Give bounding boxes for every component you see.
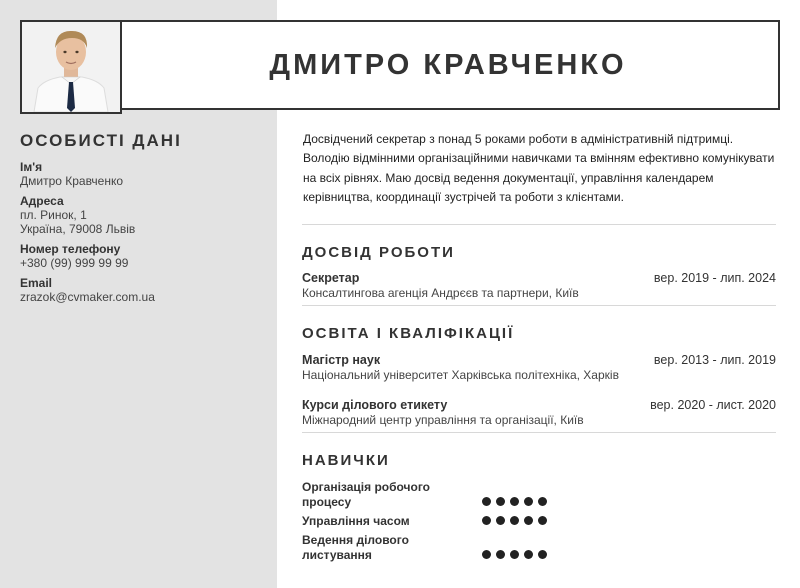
skill-dot [482,550,491,559]
skill-rating [482,550,547,559]
degree-institution: Національний університет Харківська політехніка, Харків [302,368,619,383]
skills-section-title: НАВИЧКИ [302,452,390,470]
profile-summary: Досвідчений секретар з понад 5 роками роботи в адміністративній підтримці. Володію відмінними організаційними навичками та вмінням ефективно комунікувати на всіх рівнях. Маю досвід ведення документації, управління календарем керівництва, координації зустрічей та роботи з клієнтами. [303,132,775,204]
personal-details [20,160,270,304]
skill-row [302,533,776,563]
address-line-2: Україна, 79008 Львів [20,222,136,236]
skill-dot [510,550,519,559]
name-label: Ім'я [20,160,43,174]
divider [302,432,776,433]
skill-rating [482,497,547,506]
skill-row [302,480,776,510]
phone-value: +380 (99) 999 99 99 [20,256,129,270]
skill-row [302,514,776,529]
skill-dot [524,497,533,506]
personal-section-title: ОСОБИСТІ ДАНІ [20,131,182,150]
experience-section-title: ДОСВІД РОБОТИ [302,244,455,262]
course-dates: вер. 2020 - лист. 2020 [650,398,776,413]
skill-dot [496,516,505,525]
course-title: Курси ділового етикету [302,398,448,413]
skill-dot [538,497,547,506]
skill-dot [524,550,533,559]
name-value: Дмитро Кравченко [20,174,124,188]
education-section-title: ОСВІТА І КВАЛІФІКАЦІЇ [302,325,515,343]
skill-dot [482,497,491,506]
skill-dot [510,516,519,525]
email-label: Email [20,276,53,290]
skill-rating [482,516,547,525]
email-value: zrazok@cvmaker.com.ua [20,290,155,304]
job-dates: вер. 2019 - лип. 2024 [653,271,776,286]
skill-dot [538,550,547,559]
skill-name: Організація робочого процесу [302,480,431,510]
degree-title: Магістр наук [302,353,381,368]
address-label: Адреса [20,194,64,208]
skill-dot [496,497,505,506]
experience-entry [302,271,776,300]
address-line-1: пл. Ринок, 1 [20,208,87,222]
skill-dot [482,516,491,525]
skill-dot [524,516,533,525]
profile-photo [20,20,122,114]
skill-name: Ведення ділового листування [302,533,409,563]
course-institution: Міжнародний центр управління та організації, Київ [302,413,584,428]
candidate-name: ДМИТРО КРАВЧЕНКО [269,48,627,81]
education-entry [302,398,776,427]
skill-dot [510,497,519,506]
skill-name: Управління часом [302,514,410,529]
main-column [302,130,776,563]
skill-dot [538,516,547,525]
degree-dates: вер. 2013 - лип. 2019 [653,353,776,368]
education-entry [302,353,776,382]
divider [302,305,776,306]
job-company: Консалтингова агенція Андрєєв та партнери, Київ [302,286,579,301]
job-title: Секретар [302,271,360,286]
phone-label: Номер телефону [20,242,121,256]
divider [302,224,776,225]
skill-dot [496,550,505,559]
